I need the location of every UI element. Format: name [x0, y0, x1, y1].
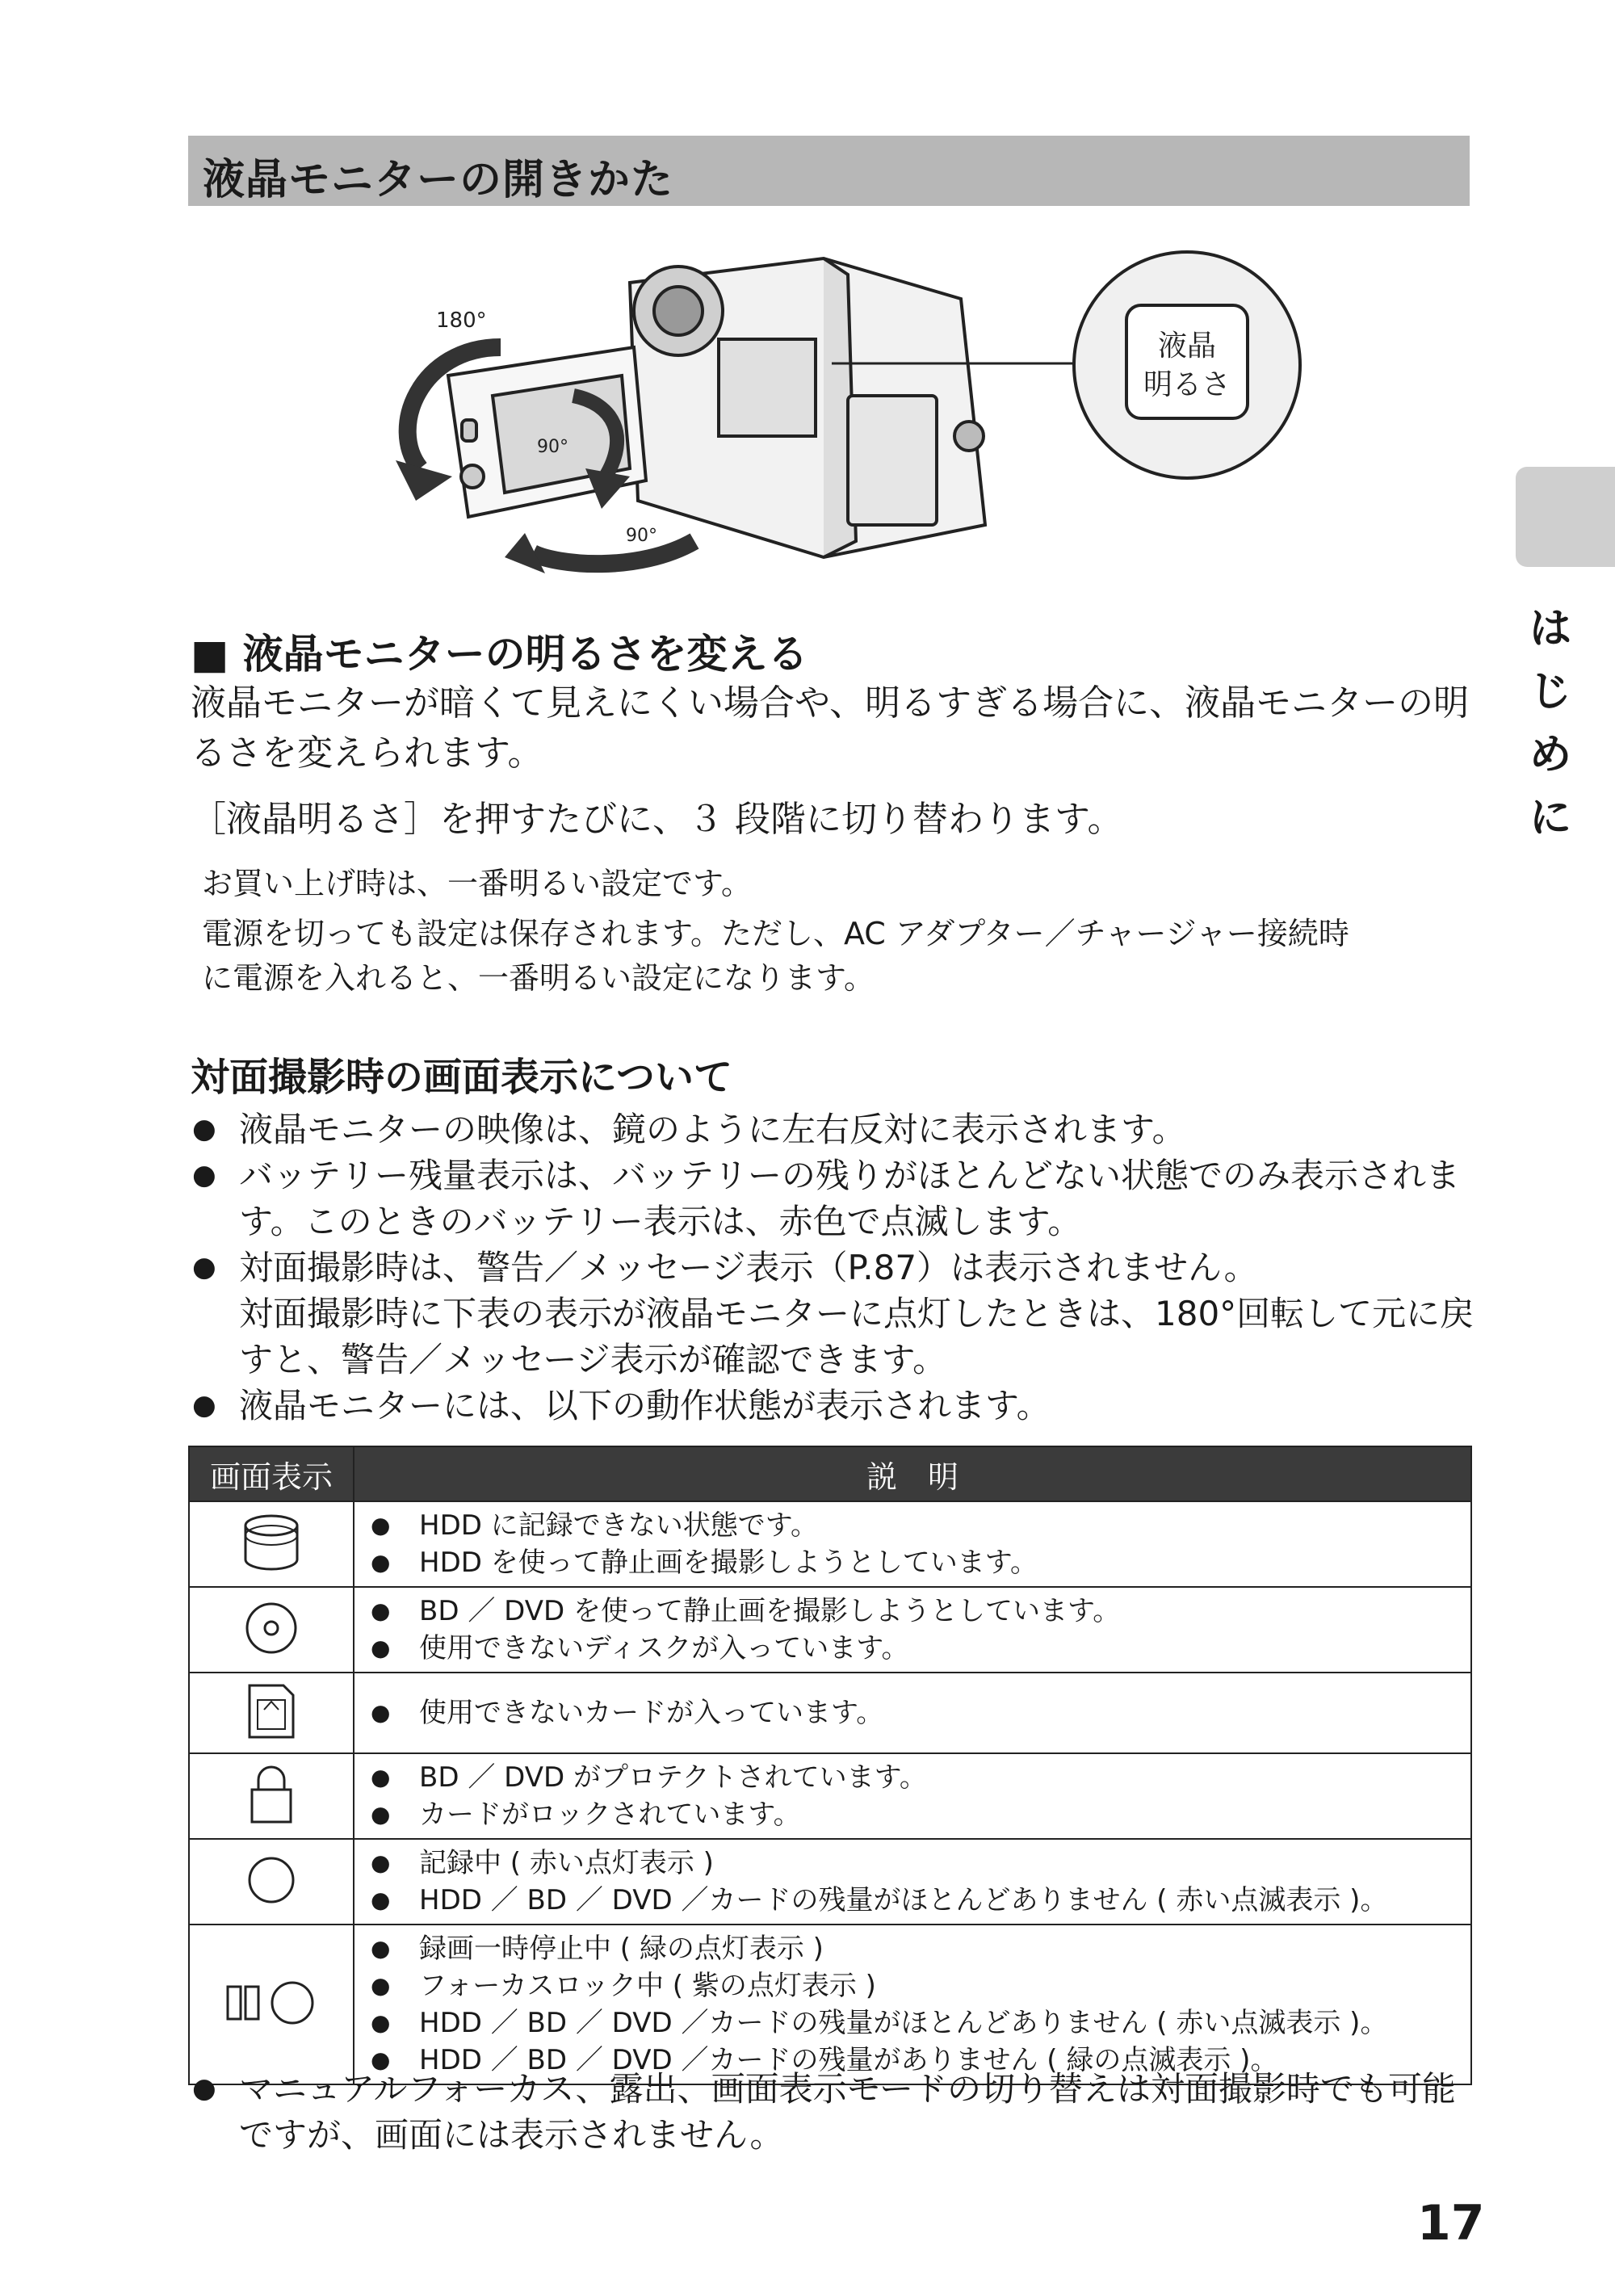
footer-bullet: ● マニュアルフォーカス、露出、画面表示モードの切り替えは対面撮影時でも可能ですが、画面には表示されません。	[191, 2066, 1474, 2158]
table-row	[189, 1753, 1471, 1839]
side-label: は じ め に	[1529, 605, 1571, 842]
row4-item2: ● カードがロックされています。	[371, 1796, 1454, 1833]
facing-bullet-list	[191, 1106, 1474, 1429]
facing-heading: 対面撮影時の画面表示について	[191, 1055, 733, 1100]
rotate-180-arrowhead	[396, 460, 452, 501]
side-tab	[1516, 467, 1615, 567]
facing-bullet-2: ● バッテリー残量表示は、バッテリーの残りがほとんどない状態でのみ表示されます。このときのバッテリー表示は、赤色で点滅します。	[191, 1152, 1474, 1245]
brightness-text-1: 液晶モニターが暗くて見えにくい場合や、明るすぎる場合に、液晶モニターの明	[191, 682, 1470, 724]
row2-item2: ● 使用できないディスクが入っています。	[371, 1630, 1454, 1667]
row5-item2: ● HDD ／ BD ／ DVD ／カードの残量がほとんどありません ( 赤い点滅表示 )。	[371, 1882, 1454, 1919]
brightness-note-2a: 電源を切っても設定は保存されます。ただし、AC アダプター／チャージャー接続時	[202, 916, 1349, 951]
button-label-line2: 明るさ	[1143, 368, 1231, 401]
lock-icon	[247, 1764, 296, 1825]
card-icon	[245, 1682, 298, 1740]
col-header-display: 画面表示	[189, 1446, 354, 1501]
circle-icon	[246, 1855, 296, 1905]
rotate-90-bottom-arrow	[533, 541, 694, 564]
col-header-description: 説 明	[354, 1446, 1471, 1501]
table-row	[189, 1839, 1471, 1925]
camcorder-body	[630, 258, 985, 557]
hdd-icon	[239, 1513, 304, 1572]
brightness-note-2b: に電源を入れると、一番明るい設定になります。	[202, 960, 875, 996]
table-row	[189, 1587, 1471, 1673]
row1-item2: ● HDD を使って静止画を撮影しようとしています。	[371, 1544, 1454, 1581]
row5-item1: ● 記録中 ( 赤い点灯表示 )	[371, 1845, 1454, 1882]
table-header-row	[189, 1446, 1471, 1501]
angle-90-screen-label: 90°	[537, 437, 568, 457]
button-label-line1: 液晶	[1157, 329, 1217, 363]
page-number: 17	[1417, 2195, 1485, 2252]
row6-item1: ● 録画一時停止中 ( 緑の点灯表示 )	[371, 1930, 1454, 1967]
row6-item2: ● フォーカスロック中 ( 紫の点灯表示 )	[371, 1967, 1454, 2004]
angle-180-label: 180°	[436, 309, 487, 333]
footer-bullet-list	[191, 2066, 1474, 2158]
section-title: 液晶モニターの開きかた	[203, 156, 674, 204]
row4-item1: ● BD ／ DVD がプロテクトされています。	[371, 1759, 1454, 1796]
angle-90-bottom-label: 90°	[626, 526, 657, 546]
section-heading-bar	[188, 136, 1470, 206]
row2-item1: ● BD ／ DVD を使って静止画を撮影しようとしています。	[371, 1593, 1454, 1630]
facing-bullet-3-extra: 対面撮影時に下表の表示が液晶モニターに点灯したときは、180°回転して元に戻すと、警告／メッセージ表示が確認できます。	[239, 1294, 1474, 1379]
brightness-note-1: お買い上げ時は、一番明るい設定です。	[202, 866, 752, 901]
row3-item1: ● 使用できないカードが入っています。	[371, 1694, 1454, 1731]
facing-bullet-4: ● 液晶モニターには、以下の動作状態が表示されます。	[191, 1383, 1474, 1429]
facing-bullet-1: ● 液晶モニターの映像は、鏡のように左右反対に表示されます。	[191, 1106, 1474, 1152]
table-row	[189, 1925, 1471, 2084]
row6-item3: ● HDD ／ BD ／ DVD ／カードの残量がほとんどありません ( 赤い点滅表示 )。	[371, 2004, 1454, 2042]
facing-bullet-3	[191, 1245, 1474, 1383]
row6-item4: ● HDD ／ BD ／ DVD ／カードの残量がありません ( 緑の点滅表示 )。	[371, 2042, 1454, 2079]
status-table	[188, 1446, 1472, 2085]
disc-icon	[243, 1600, 300, 1656]
pause-circle-icon	[223, 1979, 320, 2027]
brightness-text-2: るさを変えられます。	[191, 732, 543, 774]
table-row	[189, 1501, 1471, 1587]
brightness-text-3: ［液晶明るさ］を押すたびに、３ 段階に切り替わります。	[191, 799, 1123, 840]
facing-bullet-3-text: 対面撮影時は、警告／メッセージ表示（P.87）は表示されません。	[239, 1248, 1258, 1287]
table-row	[189, 1673, 1471, 1753]
camcorder-illustration	[371, 234, 1308, 606]
row1-item1: ● HDD に記録できない状態です。	[371, 1507, 1454, 1544]
brightness-heading: ■ 液晶モニターの明るさを変える	[191, 631, 808, 678]
